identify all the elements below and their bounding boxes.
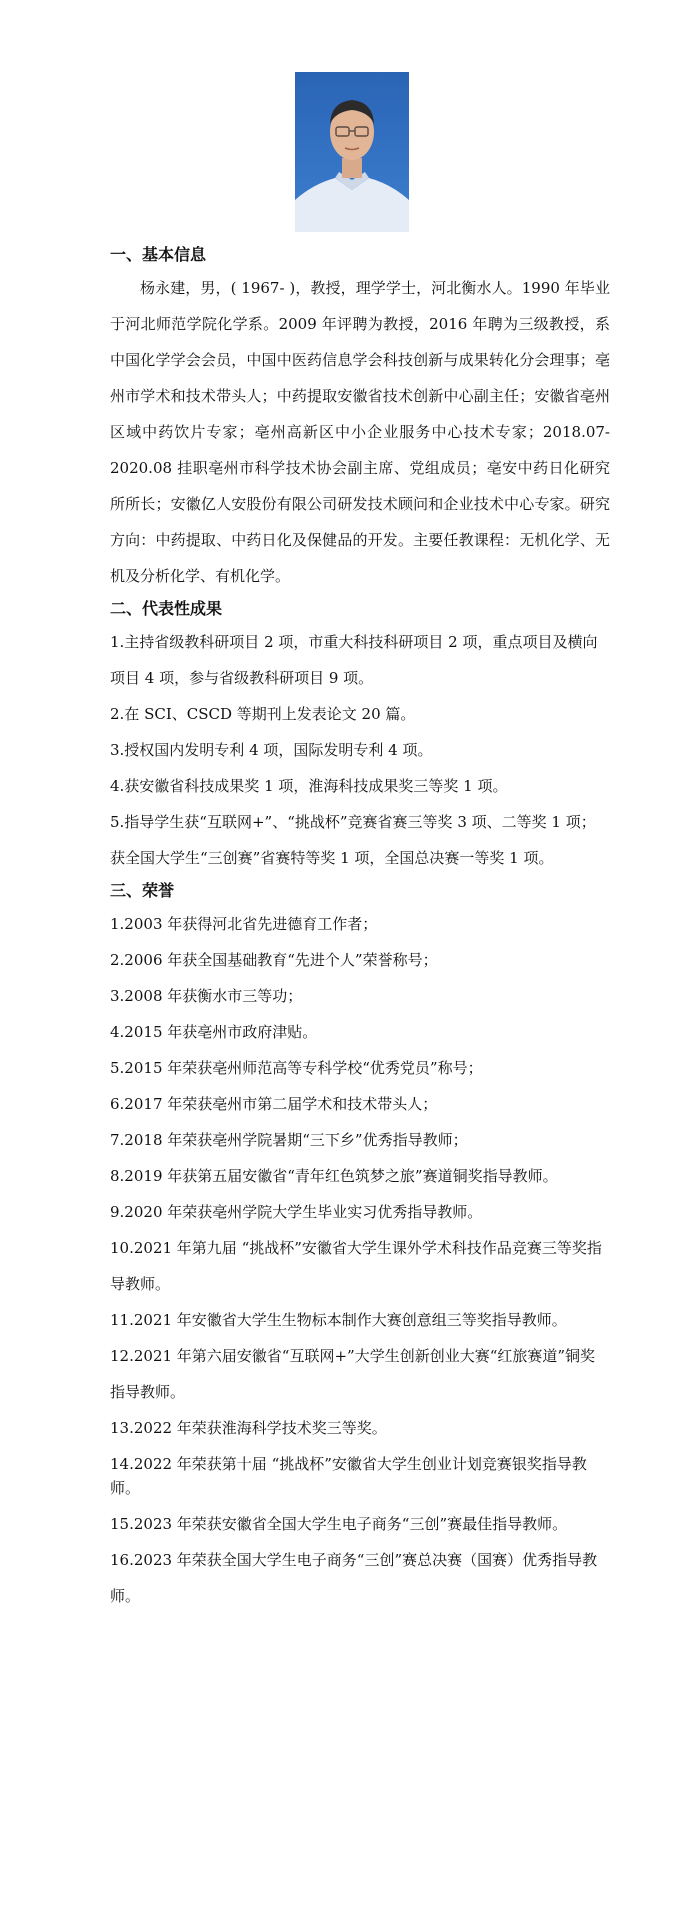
- section-title-honors: 三、荣誉: [110, 881, 175, 900]
- bio-paragraph: 杨永建，男，( 1967- )，教授，理学学士，河北衡水人。1990 年毕业于河北师范学院化学系。2009 年评聘为教授，2016 年聘为三级教授，系中国化学学会会员，中国中医药信息学会科技创新与成果转化分会理事；亳州市学术和技术带头人；中药提取安徽省技术创新中心副主任；安徽省亳州区域中药饮片专家；亳州高新区中小企业服务中心技术专家；2018.07-2020.08 挂职亳州市科学技术协会副主席、党组成员；亳安中药日化研究所所长；安徽亿人安股份有限公司研发技术顾问和企业技术中心专家。研究方向：中药提取、中药日化及保健品的开发。主要任教课程：无机化学、无机及分析化学、有机化学。: [110, 279, 610, 585]
- achievement-item: 3.授权国内发明专利 4 项，国际发明专利 4 项。: [110, 741, 433, 759]
- honor-item: 14.2022 年荣获第十届 “挑战杯”安徽省大学生创业计划竞赛银奖指导教师。: [110, 1455, 587, 1497]
- honor-item: 6.2017 年荣获亳州市第二届学术和技术带头人；: [110, 1095, 438, 1113]
- content-column: [110, 240, 610, 1614]
- portrait-photo: [295, 72, 409, 232]
- section-title-achievements: 二、代表性成果: [110, 599, 223, 618]
- honor-item: 5.2015 年荣获亳州师范高等专科学校“优秀党员”称号；: [110, 1059, 483, 1077]
- honor-item: 16.2023 年荣获全国大学生电子商务“三创”赛总决赛（国赛）优秀指导教师。: [110, 1551, 598, 1605]
- section-title-basic-info: 一、基本信息: [110, 245, 207, 264]
- honor-item: 8.2019 年获第五届安徽省“青年红色筑梦之旅”赛道铜奖指导教师。: [110, 1167, 558, 1185]
- honor-item: 10.2021 年第九届 “挑战杯”安徽省大学生课外学术科技作品竞赛三等奖指导教师。: [110, 1239, 602, 1293]
- portrait-image: [295, 72, 409, 232]
- achievement-item: 4.获安徽省科技成果奖 1 项，淮海科技成果奖三等奖 1 项。: [110, 777, 508, 795]
- honor-item: 13.2022 年荣获淮海科学技术奖三等奖。: [110, 1419, 387, 1437]
- honor-item: 1.2003 年获得河北省先进德育工作者；: [110, 915, 378, 933]
- achievement-item: 2.在 SCI、CSCD 等期刊上发表论文 20 篇。: [110, 705, 416, 723]
- honor-item: 4.2015 年获亳州市政府津贴。: [110, 1023, 318, 1041]
- honor-item: 15.2023 年荣获安徽省全国大学生电子商务“三创”赛最佳指导教师。: [110, 1515, 568, 1533]
- achievement-item: 5.指导学生获“互联网+”、“挑战杯”竞赛省赛三等奖 3 项、二等奖 1 项；获全国大学生“三创赛”省赛特等奖 1 项，全国总决赛一等奖 1 项。: [110, 813, 596, 867]
- honor-item: 12.2021 年第六届安徽省“互联网+”大学生创新创业大赛“红旅赛道”铜奖指导教师。: [110, 1347, 596, 1401]
- honor-item: 2.2006 年获全国基础教育“先进个人”荣誉称号；: [110, 951, 438, 969]
- honor-item: 11.2021 年安徽省大学生生物标本制作大赛创意组三等奖指导教师。: [110, 1311, 567, 1329]
- honor-item: 3.2008 年获衡水市三等功；: [110, 987, 303, 1005]
- honor-item: 9.2020 年荣获亳州学院大学生毕业实习优秀指导教师。: [110, 1203, 483, 1221]
- honor-item: 7.2018 年荣获亳州学院暑期“三下乡”优秀指导教师；: [110, 1131, 468, 1149]
- achievement-item: 1.主持省级教科研项目 2 项，市重大科技科研项目 2 项，重点项目及横向项目 4 项，参与省级教科研项目 9 项。: [110, 633, 598, 687]
